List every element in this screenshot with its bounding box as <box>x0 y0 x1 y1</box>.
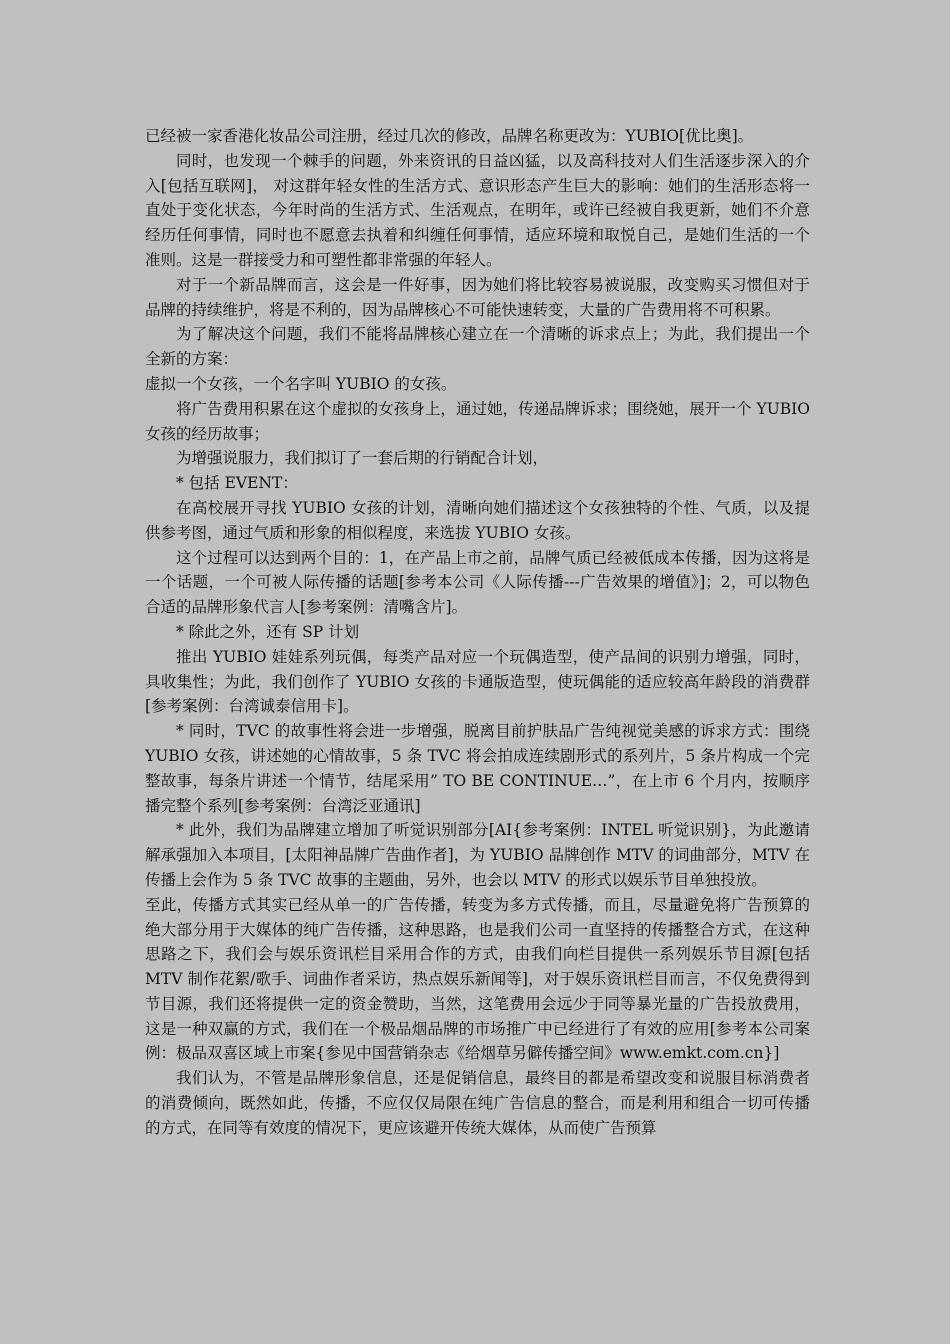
paragraph: 同时，也发现一个棘手的问题，外来资讯的日益凶猛，以及高科技对人们生活逐步深入的介入[包括互联网]， 对这群年轻女性的生活方式、意识形态产生巨大的影响：她们的生活形态将一直处于变化状态，今年时尚的生活方式、生活观点，在明年，或许已经被自我更新，她们不介意经历任何事情，同时也不愿意去执着和纠缠任何事情，适应环境和取悦自己，是她们生活的一个准则。这是一群接受力和可塑性都非常强的年轻人。 <box>145 151 810 269</box>
paragraph: 为增强说服力，我们拟订了一套后期的行销配合计划， <box>176 449 549 468</box>
paragraph: * 此外，我们为品牌建立增加了听觉识别部分[AI{参考案例：INTEL 听觉识别}，为此邀请解承强加入本项目，[太阳神品牌广告曲作者]，为 YUBIO 品牌创作 MTV 的词曲部分，MTV 在传播上会作为 5 条 TVC 故事的主题曲，另外，也会以 MTV 的形式以娱乐节目单独投放。 <box>145 821 810 889</box>
paragraph: 将广告费用积累在这个虚拟的女孩身上，通过她，传递品牌诉求；围绕她，展开一个 YUBIO 女孩的经历故事； <box>145 399 810 443</box>
paragraph: 在高校展开寻找 YUBIO 女孩的计划，清晰向她们描述这个女孩独特的个性、气质，以及提供参考图，通过气质和形象的相似程度，来选拔 YUBIO 女孩。 <box>145 498 810 542</box>
paragraph: 为了解决这个问题，我们不能将品牌核心建立在一个清晰的诉求点上；为此，我们提出一个全新的方案： <box>145 325 810 369</box>
paragraph: 已经被一家香港化妆品公司注册，经过几次的修改，品牌名称更改为：YUBIO[优比奥]。 <box>145 127 754 145</box>
paragraph: 至此，传播方式其实已经从单一的广告传播，转变为多方式传播，而且，尽量避免将广告预算的绝大部分用于大媒体的纯广告传播，这种思路，也是我们公司一直坚持的传播整合方式，在这种思路之下，我们会与娱乐资讯栏目采用合作的方式，由我们向栏目提供一系列娱乐节目源[包括 MTV 制作花絮/歌手、词曲作者采访，热点娱乐新闻等]，对于娱乐资讯栏目而言，不仅免费得到节目源，我们还将提供一定的资金赞助，当然，这笔费用会远少于同等暴光量的广告投放费用，这是一种双赢的方式，我们在一个极品烟品牌的市场推广中已经进行了有效的应用[参考本公司案例：极品双喜区域上市案{参见中国营销杂志《给烟草另僻传播空间》www.emkt.com.cn}] <box>145 895 810 1063</box>
paragraph: 我们认为，不管是品牌形象信息，还是促销信息，最终目的都是希望改变和说服目标消费者的消费倾向，既然如此，传播，不应仅仅局限在纯广告信息的整合，而是利用和组合一切可传播的方式，在同等有效度的情况下，更应该避开传统大媒体，从而使广告预算 <box>145 1069 810 1137</box>
paragraph: 推出 YUBIO 娃娃系列玩偶，每类产品对应一个玩偶造型，使产品间的识别力增强，同时，具收集性；为此，我们创作了 YUBIO 女孩的卡通版造型，使玩偶能的适应较高年龄段的消费群[参考案例：台湾诚泰信用卡]。 <box>145 647 810 716</box>
paragraph: * 包括 EVENT： <box>176 474 298 493</box>
paragraph: * 除此之外，还有 SP 计划 <box>176 622 360 641</box>
paragraph: * 同时，TVC 的故事性将会进一步增强，脱离目前护肤品广告纯视觉美感的诉求方式：围绕 YUBIO 女孩，讲述她的心情故事，5 条 TVC 将会拍成连续剧形式的系列片，5 条片构成一个完整故事，每条片讲述一个情节，结尾采用” TO BE CONTINUE…”，在上市 6 个月内，按顺序播完整个系列[参考案例：台湾泛亚通讯] <box>145 722 810 815</box>
paragraph: 对于一个新品牌而言，这会是一件好事，因为她们将比较容易被说服，改变购买习惯但对于品牌的持续维护，将是不利的，因为品牌核心不可能快速转变，大量的广告费用将不可积累。 <box>145 275 810 319</box>
paragraph: 这个过程可以达到两个目的：1，在产品上市之前，品牌气质已经被低成本传播，因为这将是一个话题，一个可被人际传播的话题[参考本公司《人际传播---广告效果的增值》]；2，可以物色合适的品牌形象代言人[参考案例：清嘴含片]。 <box>145 548 810 617</box>
document-body <box>145 124 810 1141</box>
paragraph: 虚拟一个女孩，一个名字叫 YUBIO 的女孩。 <box>145 374 457 393</box>
